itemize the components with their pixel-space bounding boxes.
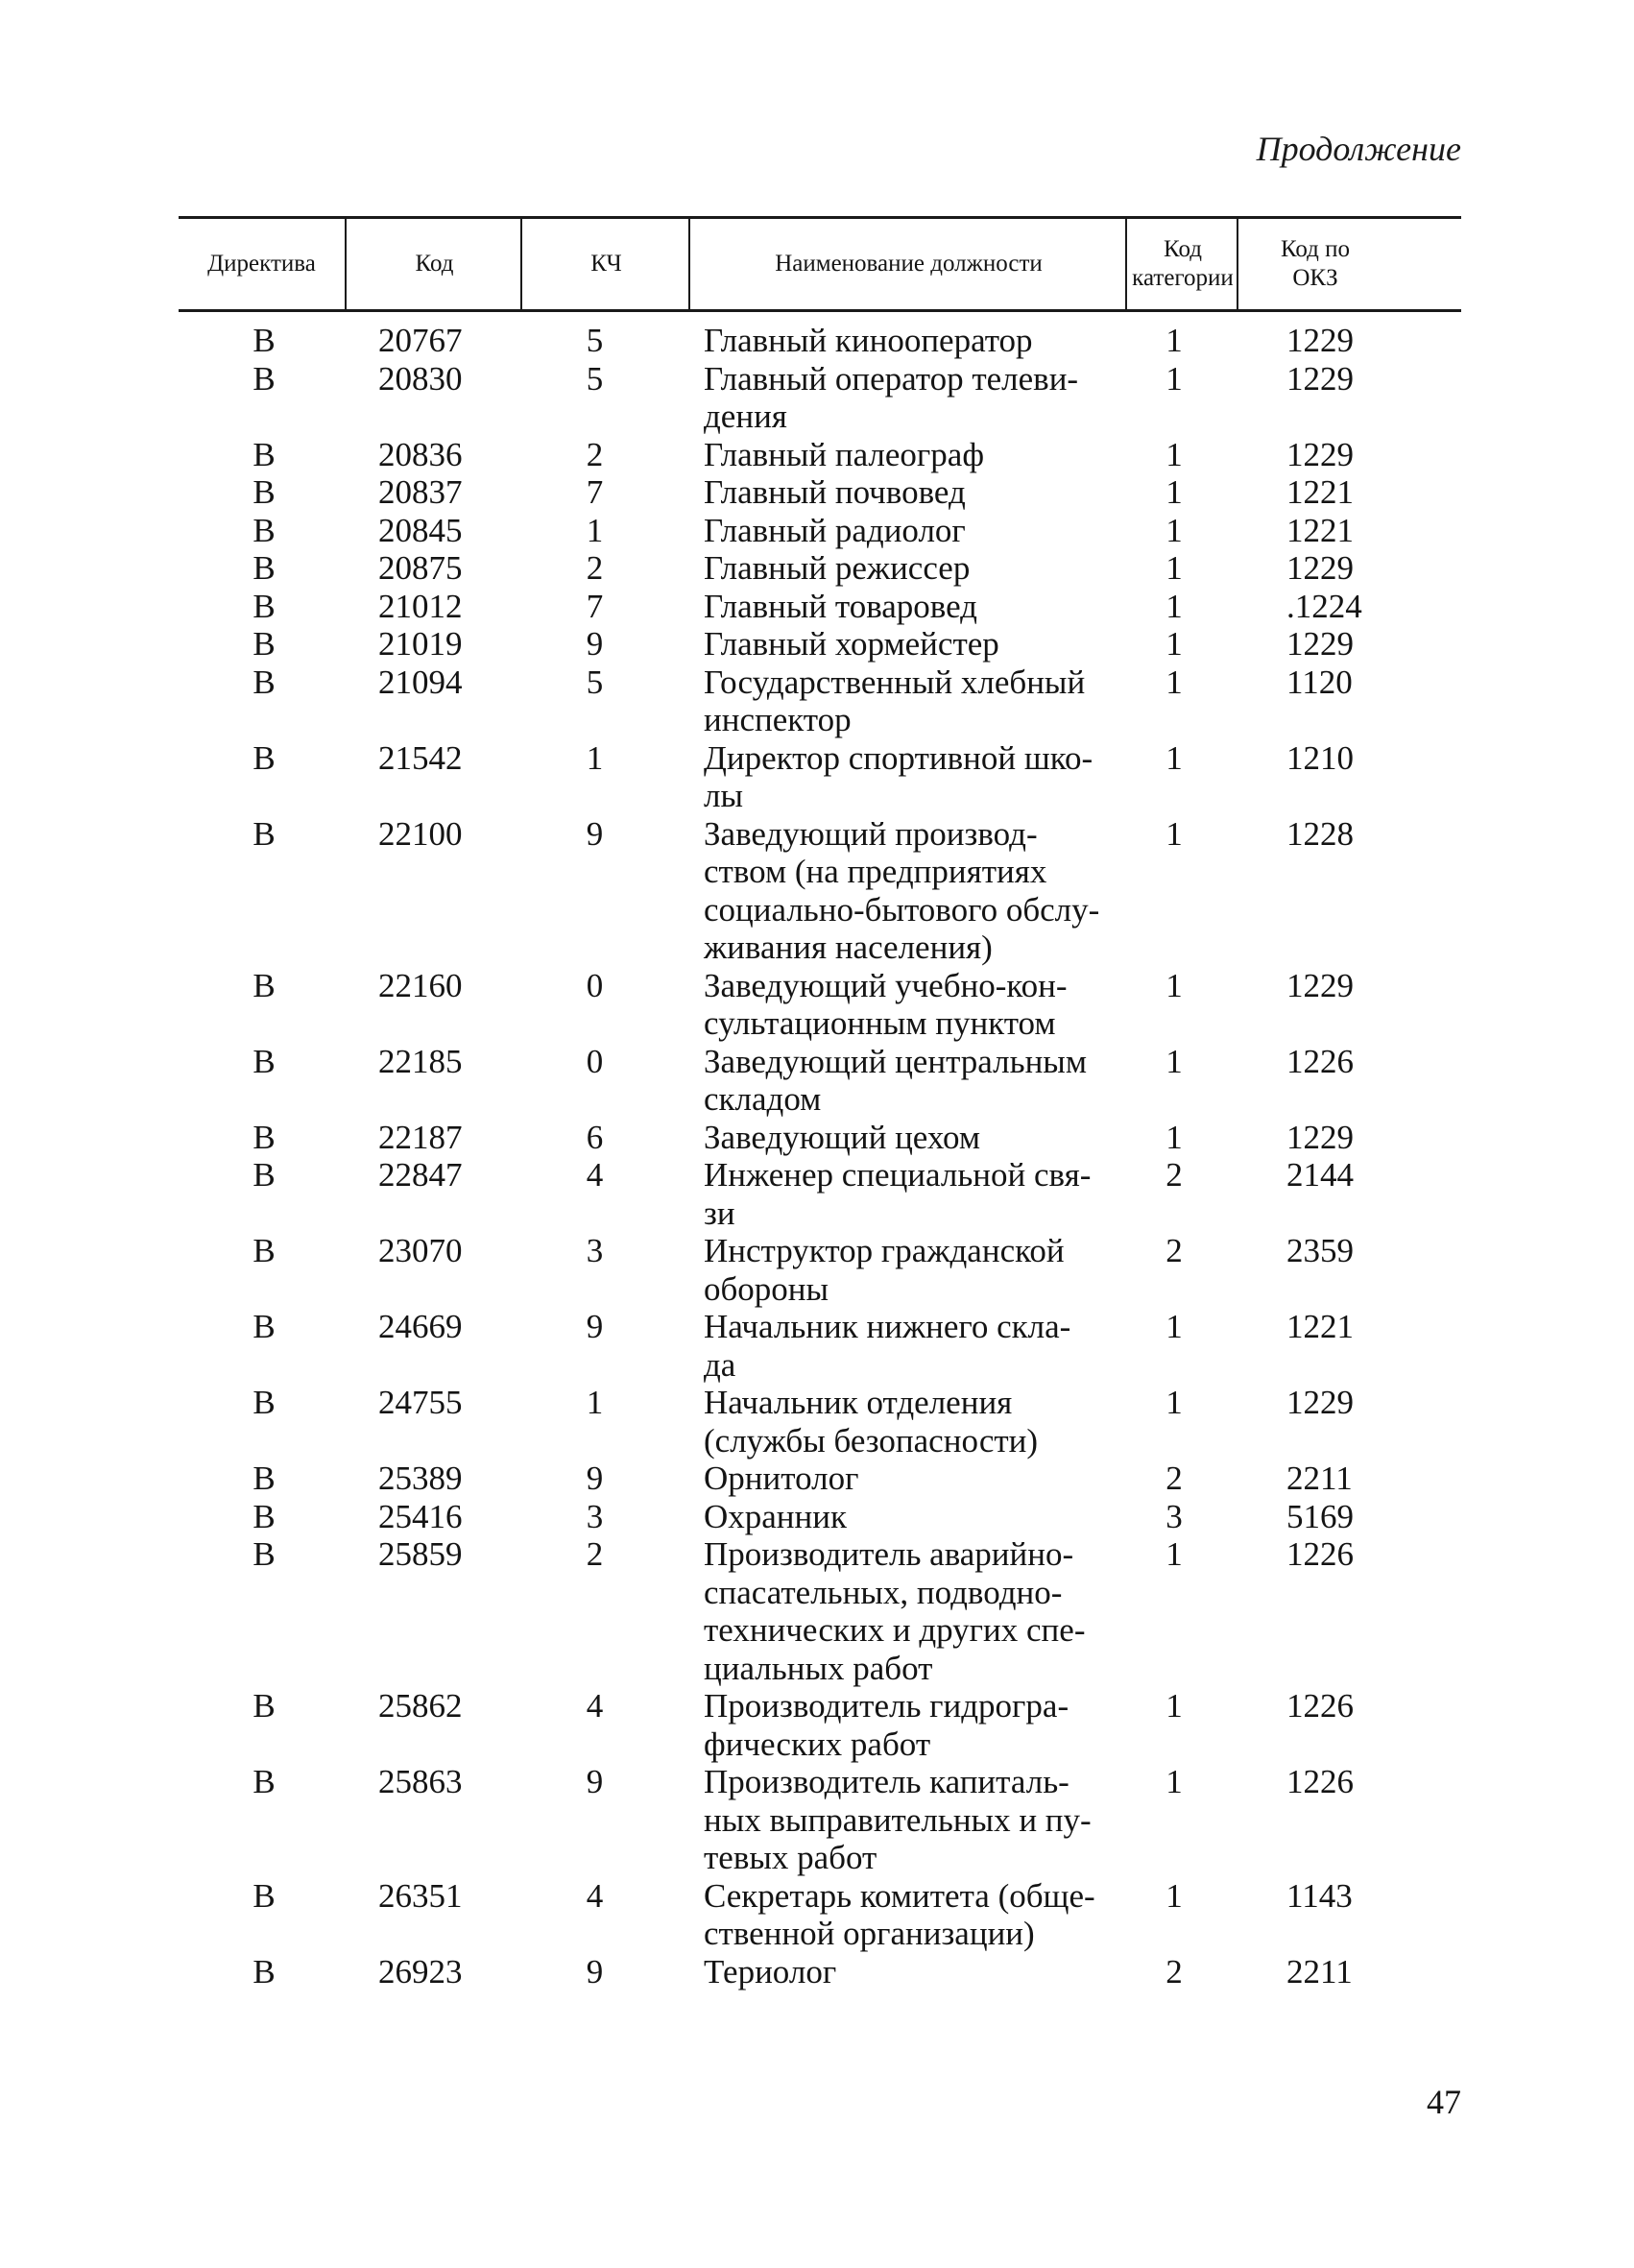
cell-okz-code: 1229 <box>1286 549 1354 587</box>
cell-okz-code: 1226 <box>1286 1687 1354 1725</box>
cell-category-code: 1 <box>1165 322 1183 359</box>
table-row <box>179 1498 1461 1536</box>
cell-kch: 0 <box>586 1042 604 1080</box>
col-header-kch: КЧ <box>520 219 690 309</box>
cell-position-name: Орнитолог <box>704 1460 859 1497</box>
cell-position-name: Начальник нижнего скла- да <box>704 1308 1071 1384</box>
cell-code: 23070 <box>378 1232 463 1269</box>
cell-kch: 9 <box>586 1952 604 1991</box>
cell-position-name: Заведующий центральным складом <box>704 1042 1087 1118</box>
cell-position-name: Главный оператор телеви- дения <box>704 359 1079 435</box>
cell-code: 22160 <box>378 966 463 1004</box>
cell-position-name: Производитель гидрогра- фических работ <box>704 1687 1069 1763</box>
cell-directive: В <box>252 1384 276 1421</box>
cell-okz-code: 2359 <box>1286 1232 1354 1269</box>
cell-directive: В <box>252 1535 276 1573</box>
cell-kch: 9 <box>586 1460 604 1497</box>
cell-code: 21012 <box>378 587 463 625</box>
cell-category-code: 1 <box>1165 1763 1183 1800</box>
col-header-okz-code: Код по ОКЗ <box>1237 219 1392 309</box>
cell-kch: 2 <box>586 1535 604 1573</box>
table-row <box>179 815 1461 967</box>
cell-code: 24669 <box>378 1308 463 1345</box>
cell-directive: В <box>252 1156 276 1194</box>
cell-category-code: 1 <box>1165 1876 1183 1915</box>
cell-category-code: 2 <box>1165 1232 1183 1269</box>
cell-code: 22187 <box>378 1118 463 1156</box>
table-row <box>179 967 1461 1043</box>
cell-position-name: Инженер специальной свя- зи <box>704 1156 1092 1232</box>
cell-okz-code: 1229 <box>1286 1384 1354 1421</box>
continuation-label: Продолжение <box>1256 130 1461 168</box>
cell-okz-code: 1229 <box>1286 625 1354 663</box>
cell-directive: В <box>252 1763 276 1800</box>
table-row <box>179 436 1461 474</box>
page-number: 47 <box>1427 2083 1461 2121</box>
cell-okz-code: 1221 <box>1286 511 1354 549</box>
table-row <box>179 549 1461 588</box>
cell-directive: В <box>252 587 276 625</box>
cell-directive: В <box>252 1232 276 1269</box>
cell-position-name: Главный палеограф <box>704 435 984 473</box>
table-row <box>179 1877 1461 1953</box>
cell-okz-code: 5169 <box>1286 1497 1354 1535</box>
cell-category-code: 1 <box>1165 814 1183 853</box>
cell-position-name: Заведующий учебно-кон- сультационным пунктом <box>704 966 1068 1042</box>
cell-okz-code: .1224 <box>1286 587 1362 625</box>
cell-category-code: 1 <box>1165 1308 1183 1345</box>
cell-okz-code: 1210 <box>1286 738 1354 777</box>
cell-directive: В <box>252 738 276 777</box>
table-row <box>179 1687 1461 1763</box>
table-row <box>179 1763 1461 1877</box>
cell-code: 25416 <box>378 1497 463 1535</box>
cell-okz-code: 1120 <box>1286 663 1353 701</box>
cell-position-name: Охранник <box>704 1497 848 1535</box>
cell-code: 25859 <box>378 1535 463 1573</box>
table-row <box>179 1119 1461 1157</box>
cell-okz-code: 1229 <box>1286 966 1354 1004</box>
cell-category-code: 1 <box>1165 473 1183 511</box>
table-row <box>179 360 1461 436</box>
cell-directive: В <box>252 1952 276 1991</box>
table-row <box>179 1460 1461 1498</box>
cell-kch: 2 <box>586 435 604 473</box>
cell-kch: 3 <box>586 1232 604 1269</box>
cell-code: 25862 <box>378 1687 463 1725</box>
cell-okz-code: 1226 <box>1286 1535 1354 1573</box>
cell-kch: 3 <box>586 1497 604 1535</box>
cell-kch: 4 <box>586 1156 604 1194</box>
cell-position-name: Главный кинооператор <box>704 322 1033 359</box>
cell-position-name: Производитель аварийно- спасательных, подводно- технических и других спе- циальных работ <box>704 1535 1086 1687</box>
cell-kch: 4 <box>586 1687 604 1725</box>
cell-position-name: Главный режиссер <box>704 549 971 587</box>
cell-category-code: 1 <box>1165 966 1183 1004</box>
cell-kch: 7 <box>586 587 604 625</box>
cell-code: 20845 <box>378 511 463 549</box>
table-row <box>179 512 1461 550</box>
cell-kch: 9 <box>586 1763 604 1800</box>
cell-code: 21542 <box>378 738 463 777</box>
cell-directive: В <box>252 1687 276 1725</box>
table-row <box>179 1232 1461 1308</box>
table-row <box>179 1535 1461 1687</box>
table-row <box>179 322 1461 360</box>
cell-category-code: 2 <box>1165 1952 1183 1991</box>
cell-code: 22847 <box>378 1156 463 1194</box>
cell-category-code: 1 <box>1165 1384 1183 1421</box>
cell-directive: В <box>252 473 276 511</box>
cell-okz-code: 2144 <box>1286 1156 1354 1194</box>
cell-directive: В <box>252 663 276 701</box>
cell-code: 20830 <box>378 359 463 398</box>
cell-okz-code: 1226 <box>1286 1042 1354 1080</box>
cell-position-name: Заведующий цехом <box>704 1118 981 1156</box>
col-header-category-code: Код категории <box>1125 219 1238 309</box>
cell-directive: В <box>252 511 276 549</box>
col-header-directive: Директива <box>207 251 316 277</box>
cell-okz-code: 2211 <box>1286 1952 1353 1991</box>
cell-directive: В <box>252 359 276 398</box>
cell-okz-code: 1229 <box>1286 1118 1354 1156</box>
cell-code: 22185 <box>378 1042 463 1080</box>
cell-okz-code: 2211 <box>1286 1460 1353 1497</box>
cell-category-code: 1 <box>1165 1535 1183 1573</box>
table-row <box>179 1043 1461 1119</box>
cell-kch: 7 <box>586 473 604 511</box>
cell-position-name: Директор спортивной шко- лы <box>704 738 1093 814</box>
cell-kch: 0 <box>586 966 604 1004</box>
table-row <box>179 625 1461 664</box>
table-row <box>179 1308 1461 1384</box>
cell-code: 20837 <box>378 473 463 511</box>
cell-kch: 1 <box>586 1384 604 1421</box>
cell-code: 21019 <box>378 625 463 663</box>
cell-okz-code: 1228 <box>1286 814 1354 853</box>
cell-kch: 2 <box>586 549 604 587</box>
cell-okz-code: 1221 <box>1286 1308 1354 1345</box>
cell-position-name: Начальник отделения (службы безопасности) <box>704 1384 1039 1460</box>
cell-position-name: Главный почвовед <box>704 473 966 511</box>
cell-code: 21094 <box>378 663 463 701</box>
cell-category-code: 1 <box>1165 359 1183 398</box>
cell-kch: 1 <box>586 511 604 549</box>
cell-okz-code: 1226 <box>1286 1763 1354 1800</box>
col-header-position-name: Наименование должности <box>688 219 1127 309</box>
cell-directive: В <box>252 1042 276 1080</box>
cell-code: 25389 <box>378 1460 463 1497</box>
positions-table <box>179 216 1461 1991</box>
table-row <box>179 1156 1461 1232</box>
cell-position-name: Производитель капиталь- ных выправительных и пу- тевых работ <box>704 1763 1092 1876</box>
cell-position-name: Инструктор гражданской обороны <box>704 1232 1065 1308</box>
cell-okz-code: 1221 <box>1286 473 1354 511</box>
cell-directive: В <box>252 625 276 663</box>
cell-code: 22100 <box>378 814 463 853</box>
cell-category-code: 3 <box>1165 1497 1183 1535</box>
table-row <box>179 473 1461 512</box>
cell-directive: В <box>252 1497 276 1535</box>
cell-category-code: 2 <box>1165 1460 1183 1497</box>
cell-kch: 6 <box>586 1118 604 1156</box>
cell-okz-code: 1143 <box>1286 1876 1353 1915</box>
cell-position-name: Териолог <box>704 1952 837 1991</box>
cell-directive: В <box>252 814 276 853</box>
cell-directive: В <box>252 1460 276 1497</box>
cell-position-name: Главный товаровед <box>704 587 977 625</box>
cell-kch: 9 <box>586 814 604 853</box>
cell-directive: В <box>252 1118 276 1156</box>
cell-position-name: Государственный хлебный инспектор <box>704 663 1086 738</box>
cell-category-code: 1 <box>1165 738 1183 777</box>
cell-code: 26351 <box>378 1876 463 1915</box>
cell-kch: 5 <box>586 663 604 701</box>
table-row <box>179 588 1461 626</box>
cell-category-code: 1 <box>1165 625 1183 663</box>
table-row <box>179 1953 1461 1991</box>
cell-directive: В <box>252 1876 276 1915</box>
cell-directive: В <box>252 1308 276 1345</box>
cell-directive: В <box>252 322 276 359</box>
cell-code: 24755 <box>378 1384 463 1421</box>
cell-directive: В <box>252 966 276 1004</box>
cell-category-code: 1 <box>1165 1042 1183 1080</box>
cell-position-name: Секретарь комитета (обще- ственной организации) <box>704 1876 1095 1952</box>
cell-kch: 5 <box>586 359 604 398</box>
cell-code: 20875 <box>378 549 463 587</box>
cell-category-code: 2 <box>1165 1156 1183 1194</box>
table-header <box>179 216 1461 312</box>
cell-directive: В <box>252 549 276 587</box>
cell-kch: 9 <box>586 625 604 663</box>
cell-position-name: Главный радиолог <box>704 511 966 549</box>
cell-kch: 9 <box>586 1308 604 1345</box>
cell-code: 20836 <box>378 435 463 473</box>
table-row <box>179 664 1461 739</box>
cell-position-name: Заведующий производ- ством (на предприятиях социально-бытового обслу- живания населения) <box>704 814 1100 966</box>
cell-kch: 4 <box>586 1876 604 1915</box>
cell-category-code: 1 <box>1165 1118 1183 1156</box>
cell-okz-code: 1229 <box>1286 359 1354 398</box>
cell-category-code: 1 <box>1165 435 1183 473</box>
cell-okz-code: 1229 <box>1286 435 1354 473</box>
cell-okz-code: 1229 <box>1286 322 1354 359</box>
cell-category-code: 1 <box>1165 1687 1183 1725</box>
cell-code: 20767 <box>378 322 463 359</box>
cell-category-code: 1 <box>1165 549 1183 587</box>
cell-kch: 1 <box>586 738 604 777</box>
table-row <box>179 739 1461 815</box>
cell-code: 25863 <box>378 1763 463 1800</box>
cell-category-code: 1 <box>1165 587 1183 625</box>
cell-category-code: 1 <box>1165 663 1183 701</box>
cell-kch: 5 <box>586 322 604 359</box>
table-body <box>179 312 1461 1991</box>
cell-position-name: Главный хормейстер <box>704 625 999 663</box>
cell-directive: В <box>252 435 276 473</box>
cell-code: 26923 <box>378 1952 463 1991</box>
table-row <box>179 1384 1461 1460</box>
cell-category-code: 1 <box>1165 511 1183 549</box>
col-header-code: Код <box>345 219 522 309</box>
